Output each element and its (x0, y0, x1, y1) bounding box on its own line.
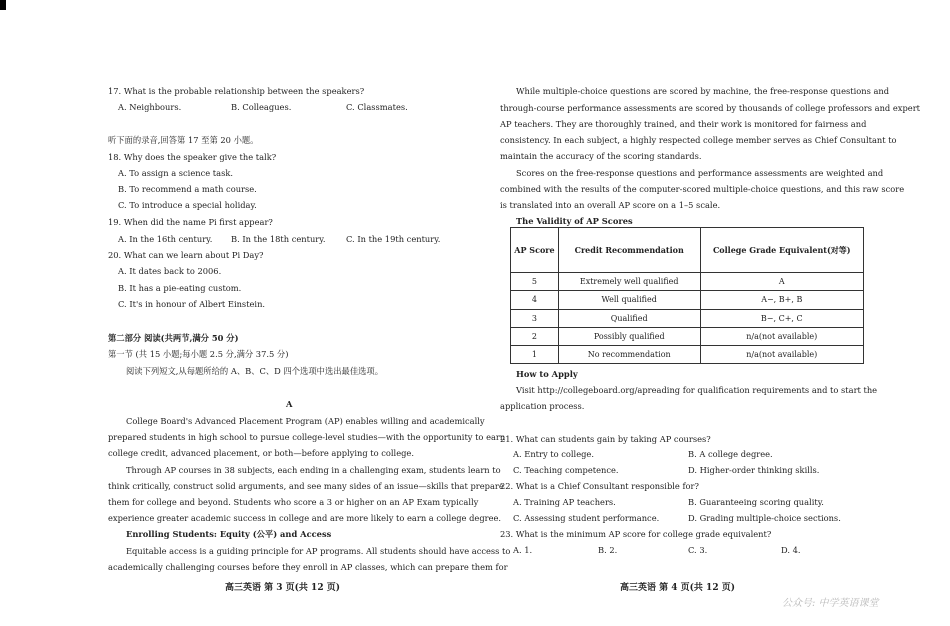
q21-option-b: B. A college degree. (688, 449, 773, 459)
q21-option-c: C. Teaching competence. (513, 465, 619, 475)
para5-line1: Scores on the free-response questions and performance assessments are weighted and (516, 168, 884, 178)
section1-heading: 第一节 (共 15 小题;每小题 2.5 分,满分 37.5 分) (108, 349, 289, 359)
para5-line3: is translated into an overall AP score on a 1–5 scale. (500, 200, 721, 210)
enroll-heading: Enrolling Students: Equity (公平) and Access (126, 529, 332, 539)
cell-grade: n/a(not available) (700, 346, 863, 364)
cell-grade: A (700, 273, 863, 291)
right-page-footer: 高三英语 第 4 页(共 12 页) (620, 583, 735, 593)
para3-line1: Equitable access is a guiding principle for AP programs. All students should have access to (126, 546, 511, 556)
listening-instruction: 听下面的录音,回答第 17 至第 20 小题。 (108, 135, 259, 145)
q22-option-d: D. Grading multiple-choice sections. (688, 513, 841, 523)
para4-line4: consistency. In each subject, a highly respected college member serves as Chief Consultant to (500, 135, 897, 145)
table-row (511, 346, 864, 364)
para2-line1: Through AP courses in 38 subjects, each ending in a challenging exam, students learn to (126, 465, 501, 475)
q22-stem: 22. What is a Chief Consultant responsible for? (500, 481, 699, 491)
q17-option-b: B. Colleagues. (231, 102, 292, 112)
cell-score: 2 (511, 327, 559, 345)
para4-line5: maintain the accuracy of the scoring standards. (500, 151, 702, 161)
cell-credit: Extremely well qualified (558, 273, 700, 291)
cell-credit: Qualified (558, 309, 700, 327)
cell-credit: Well qualified (558, 291, 700, 309)
q23-option-b: B. 2. (598, 545, 618, 555)
q23-option-a: A. 1. (513, 545, 533, 555)
q19-option-a: A. In the 16th century. (118, 234, 213, 244)
part2-heading: 第二部分 阅读(共两节,满分 50 分) (108, 333, 239, 343)
cell-grade: A−, B+, B (700, 291, 863, 309)
q18-option-a: A. To assign a science task. (118, 168, 233, 178)
table-row (511, 309, 864, 327)
cell-score: 5 (511, 273, 559, 291)
para4-line3: AP teachers. They are thoroughly trained, and their work is monitored for fairness and (500, 119, 867, 129)
para1-line3: college credit, advanced placement, or both—before applying to college. (108, 448, 414, 458)
para1-line1: College Board's Advanced Placement Program (AP) enables willing and academically (126, 416, 485, 426)
cell-grade: n/a(not available) (700, 327, 863, 345)
q23-option-c: C. 3. (688, 545, 708, 555)
header-credit: Credit Recommendation (558, 228, 700, 273)
passage-label: A (286, 399, 293, 409)
q17-stem: 17. What is the probable relationship between the speakers? (108, 86, 365, 96)
para1-line2: prepared students in high school to pursue college-level studies—with the opportunity to earn (108, 432, 506, 442)
q18-option-c: C. To introduce a special holiday. (118, 200, 257, 210)
q22-option-c: C. Assessing student performance. (513, 513, 660, 523)
header-ap-score: AP Score (511, 228, 559, 273)
table-row (511, 273, 864, 291)
q18-option-b: B. To recommend a math course. (118, 184, 257, 194)
cell-credit: No recommendation (558, 346, 700, 364)
watermark: 公众号: 中学英语课堂 (782, 598, 879, 609)
para3-line2: academically challenging courses before they enroll in AP classes, which can prepare them for (108, 562, 508, 572)
corner-mark (0, 0, 6, 10)
q22-option-a: A. Training AP teachers. (513, 497, 616, 507)
q23-option-d: D. 4. (781, 545, 801, 555)
q23-stem: 23. What is the minimum AP score for college grade equivalent? (500, 529, 772, 539)
para5-line2: combined with the results of the computer-scored multiple-choice questions, and this raw score (500, 184, 905, 194)
table-row (511, 327, 864, 345)
q19-option-c: C. In the 19th century. (346, 234, 441, 244)
q20-option-c: C. It's in honour of Albert Einstein. (118, 299, 266, 309)
para2-line3: them for college and beyond. Students who score a 3 or higher on an AP Exam typically (108, 497, 479, 507)
q17-option-a: A. Neighbours. (118, 102, 182, 112)
cell-score: 4 (511, 291, 559, 309)
cell-credit: Possibly qualified (558, 327, 700, 345)
q19-stem: 19. When did the name Pi first appear? (108, 217, 273, 227)
cell-score: 1 (511, 346, 559, 364)
cell-score: 3 (511, 309, 559, 327)
table-title: The Validity of AP Scores (516, 216, 633, 226)
q21-stem: 21. What can students gain by taking AP courses? (500, 434, 711, 444)
para4-line1: While multiple-choice questions are scored by machine, the free-response questions and (516, 86, 890, 96)
q21-option-a: A. Entry to college. (513, 449, 594, 459)
validity-table (510, 227, 864, 364)
para2-line2: think critically, construct solid arguments, and see many sides of an issue—skills that prepare (108, 481, 504, 491)
q18-stem: 18. Why does the speaker give the talk? (108, 152, 277, 162)
q20-stem: 20. What can we learn about Pi Day? (108, 250, 264, 260)
left-page-footer: 高三英语 第 3 页(共 12 页) (225, 583, 340, 593)
q17-option-c: C. Classmates. (346, 102, 408, 112)
apply-heading: How to Apply (516, 369, 578, 379)
q19-option-b: B. In the 18th century. (231, 234, 326, 244)
table-header-row (511, 228, 864, 273)
para4-line2: through-course performance assessments are scored by thousands of college professors and expert (500, 103, 920, 113)
q21-option-d: D. Higher-order thinking skills. (688, 465, 820, 475)
apply-line1: Visit http://collegeboard.org/apreading for qualification requirements and to start the (516, 385, 878, 395)
q22-option-b: B. Guaranteeing scoring quality. (688, 497, 824, 507)
q20-option-b: B. It has a pie-eating custom. (118, 283, 242, 293)
q20-option-a: A. It dates back to 2006. (118, 266, 222, 276)
header-grade: College Grade Equivalent(对等) (700, 228, 863, 273)
reading-instruction: 阅读下列短文,从每题所给的 A、B、C、D 四个选项中选出最佳选项。 (126, 366, 384, 376)
cell-grade: B−, C+, C (700, 309, 863, 327)
apply-line2: application process. (500, 401, 585, 411)
table-row (511, 291, 864, 309)
para2-line4: experience greater academic success in college and are more likely to earn a college degree. (108, 513, 502, 523)
